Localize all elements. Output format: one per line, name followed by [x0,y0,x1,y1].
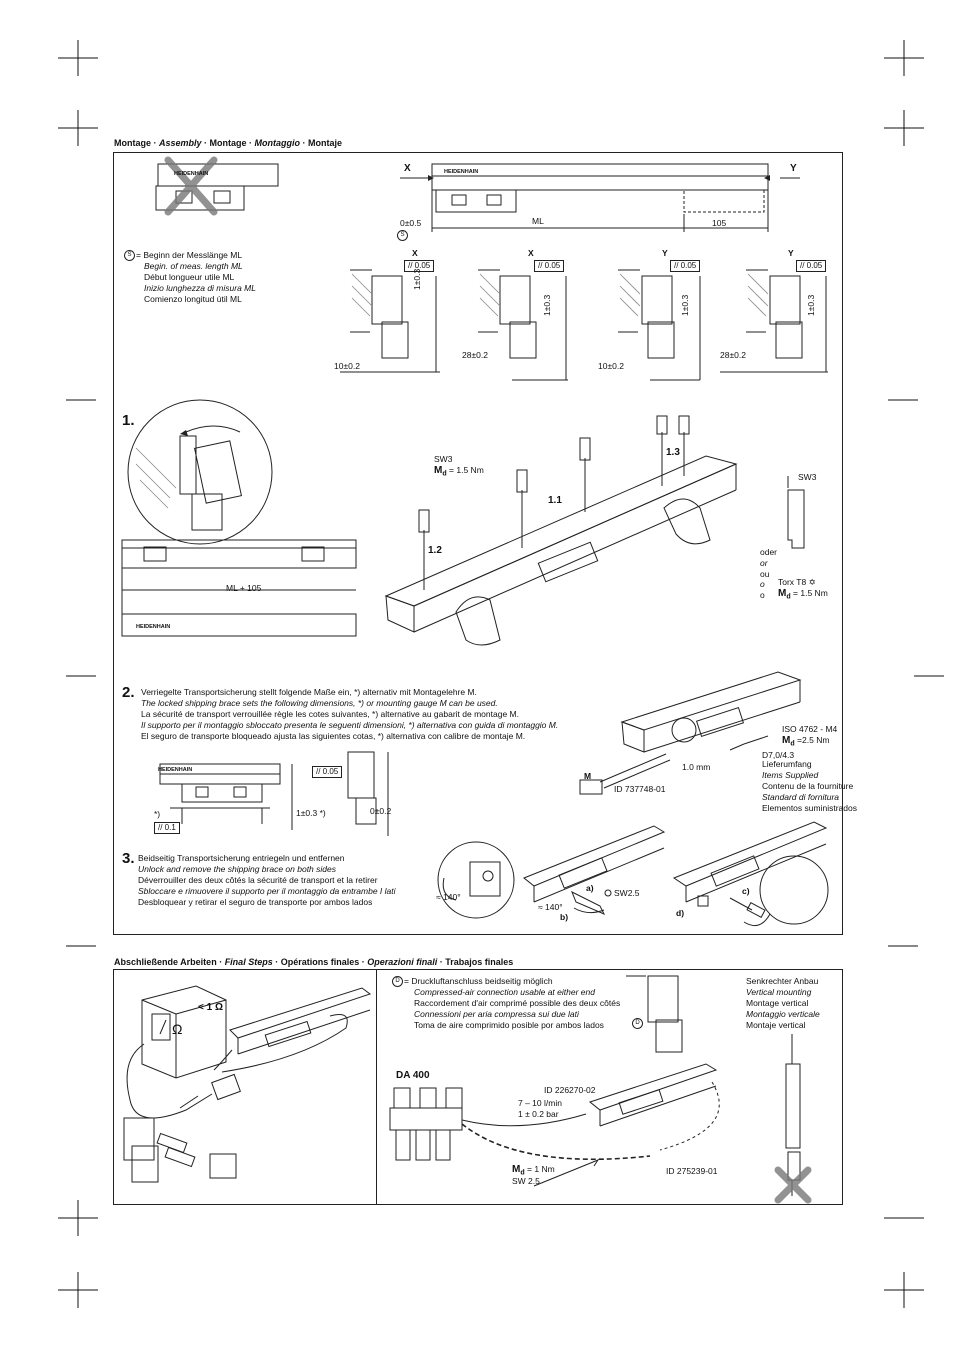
gauge-id: ID 737748-01 [614,784,666,794]
oder-en: or [760,558,768,568]
vertical-it: Montaggio verticale [746,1009,820,1019]
dim-28-b: 28±0.2 [720,350,746,360]
supplied-fr: Contenu de la fourniture [762,781,854,791]
torx-label: Torx T8 ✡ [778,577,816,587]
vertical-es: Montaje vertical [746,1020,806,1030]
supplied-en: Items Supplied [762,770,819,780]
star-note: *) [154,809,161,819]
flow-rate: 7 – 10 l/min [518,1098,562,1108]
tol-box-4: // 0.05 [796,260,826,272]
tol-box-3: // 0.05 [670,260,700,272]
heidenhain-logo-2: HEIDENHAIN [158,767,193,773]
compressed-de: = Druckluftanschluss beidseitig möglich [404,976,553,986]
sw3-right: SW3 [798,472,817,482]
step3-es: Desbloquear y retirar el seguro de transporte por ambos lados [138,897,373,907]
supplied-de: Lieferumfang [762,759,812,769]
oder-it: o [760,579,765,589]
supplied-es: Elementos suministrados [762,803,857,813]
compressed-fr: Raccordement d'air comprimé possible des deux côtés [414,998,621,1008]
tol-box-2: // 0.05 [534,260,564,272]
step-1-1: 1.1 [548,495,562,506]
s-legend-de: = Beginn der Messlänge ML [136,250,243,260]
label-b: b) [560,912,569,922]
ml-plus-105: ML + 105 [226,583,262,593]
step2-de: Verriegelte Transportsicherung stellt folgende Maße ein, *) alternativ mit Montagelehre M. [141,687,477,697]
d-marker: D [392,976,403,987]
torque-right: $M_d = 1.5$ Nm [778,588,828,601]
vertical-fr: Montage vertical [746,998,809,1008]
s-marker-legend: S [124,250,135,261]
s-legend-it: Inizio lunghezza di misura ML [144,283,256,293]
torque-25: $M_d =2.5$ Nm [782,735,830,748]
dim-10-b: 10±0.2 [598,361,624,371]
angle-140-b: ≈ 140° [538,902,563,912]
tol-05: 0±0.5 [400,218,422,228]
angle-140-a: ≈ 140° [436,892,461,902]
label-d: d) [676,908,685,918]
da400-label: DA 400 [396,1070,430,1081]
torque-1nm: $M_d = 1$ Nm [512,1164,555,1177]
dim-1-2: 1±0.3 [542,294,552,316]
dim-105: 105 [712,218,727,228]
sw25-label: SW2.5 [614,888,640,898]
vertical-en: Vertical mounting [746,987,812,997]
s-legend-es: Comienzo longitud útil ML [144,294,242,304]
sw25-final: SW 2.5 [512,1176,540,1186]
x-side-label: X [404,163,411,174]
supplied-it: Standard di fornitura [762,792,840,802]
dim-10-a: 10±0.2 [334,361,360,371]
s-marker: S [397,230,408,241]
id-275: ID 275239-01 [666,1166,718,1176]
step-2-number: 2. [122,684,135,701]
torque-label: $M_d = 1.5$ Nm [434,465,484,478]
dim-1-1: 1±0.3 [412,268,422,290]
heidenhain-logo-small: HEIDENHAIN [174,171,209,177]
step2-es: El seguro de transporte bloqueado ajusta las siguientes cotas, *) alternativa con calibre de montaje M. [141,731,526,741]
dim-1-star: 1±0.3 *) [296,808,326,818]
final-steps-header: Abschließende Arbeiten · Final Steps · Opérations finales · Operazioni finali · Trabajos finales [114,957,514,967]
tol-box-1: // 0.05 [404,260,434,272]
detail-x2-label: X [528,248,534,258]
step2-en: The locked shipping brace sets the following dimensions, *) or mounting gauge M can be used. [141,698,498,708]
label-c: c) [742,886,750,896]
step-3-number: 3. [122,850,135,867]
heidenhain-logo: HEIDENHAIN [444,169,479,175]
ohm-icon: Ω [172,1021,183,1037]
assembly-header: Montage · Assembly · Montage · Montaggio · Montaje [114,138,343,148]
y-side-label: Y [790,163,797,174]
oder-es: o [760,590,765,600]
detail-y1-label: Y [662,248,668,258]
s-legend-fr: Début longueur utile ML [144,272,235,282]
step2-it: Il supporto per il montaggio sbloccato presenta le seguenti dimensioni, *) alternativa con guida di montaggio M. [141,720,559,730]
heidenhain-logo-rail: HEIDENHAIN [136,624,171,630]
ml-dim: ML [532,216,544,226]
dim-0-02: 0±0.2 [370,806,392,816]
par-01: // 0.1 [154,822,180,834]
s-legend-en: Begin. of meas. length ML [144,261,243,271]
compressed-es: Toma de aire comprimido posible por ambos lados [414,1020,604,1030]
detail-y2-label: Y [788,248,794,258]
oder-de: oder [760,547,778,557]
label-a: a) [586,883,594,893]
step3-de: Beidseitig Transportsicherung entriegeln und entfernen [138,853,345,863]
gauge-m-label: M [584,771,592,781]
detail-x1-label: X [412,248,418,258]
step-1-number: 1. [122,412,135,429]
d-marker-bracket: D [632,1018,643,1029]
vertical-de: Senkrechter Anbau [746,976,819,986]
d7-label: D7,0/4.3 [762,750,795,760]
step3-en: Unlock and remove the shipping brace on both sides [138,864,336,874]
dim-1-3: 1±0.3 [680,294,690,316]
step-1-2: 1.2 [428,545,442,556]
torx-star-icon: ✡ [808,577,816,587]
par-005: // 0.05 [312,766,342,778]
iso-label: ISO 4762 - M4 [782,724,838,734]
compressed-it: Connessioni per aria compressa sui due lati [414,1009,579,1019]
sw3-label: SW3 [434,454,453,464]
step3-fr: Déverrouiller des deux côtés la sécurité de transport et la retirer [138,875,378,885]
pressure: 1 ± 0.2 bar [518,1109,559,1119]
step-1-3: 1.3 [666,447,680,458]
oder-fr: ou [760,569,770,579]
step2-fr: La sécurité de transport verrouillée règle les cotes suivantes, *) alternative au gabarit de montage M. [141,709,519,719]
id-226: ID 226270-02 [544,1085,596,1095]
compressed-en: Compressed-air connection usable at either end [414,987,595,997]
ohm-threshold: < 1 Ω [198,1002,223,1013]
dim-1-4: 1±0.3 [806,294,816,316]
dim-28-a: 28±0.2 [462,350,488,360]
step3-it: Sbloccare e rimuovere il supporto per il montaggio da entrambe I lati [138,886,396,896]
dim-1mm: 1.0 mm [682,762,711,772]
